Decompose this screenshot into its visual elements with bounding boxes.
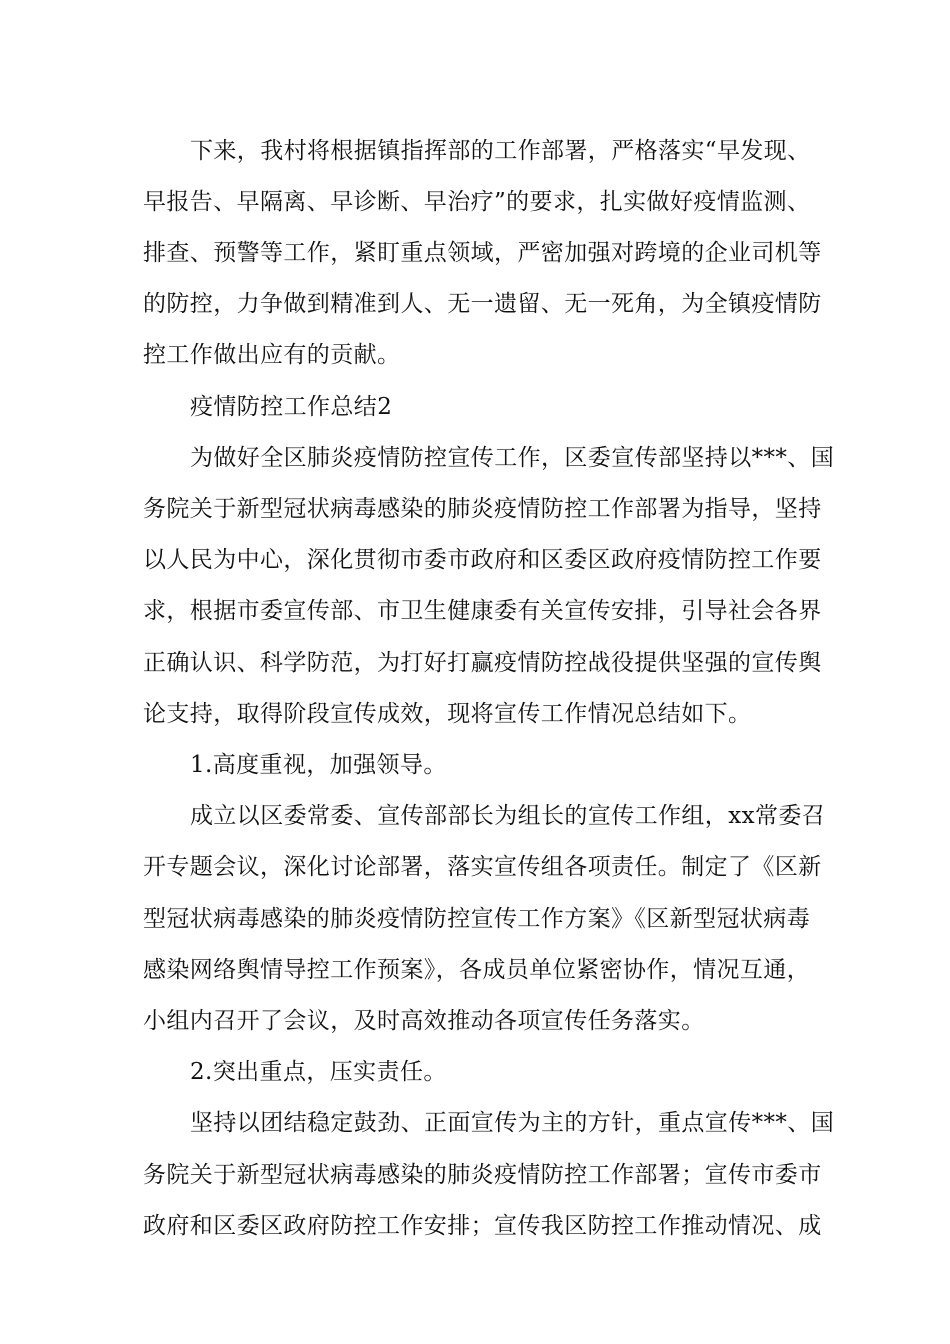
section-heading: 疫情防控工作总结2	[190, 394, 393, 420]
text-line: 政府和区委区政府防控工作安排；宣传我区防控工作推动情况、成	[143, 1213, 822, 1239]
text-line: 成立以区委常委、宣传部部长为组长的宣传工作组，xx常委召	[190, 803, 826, 829]
text-line: 控工作做出应有的贡献。	[143, 342, 401, 368]
text-line: 开专题会议，深化讨论部署，落实宣传组各项责任。制定了《区新	[143, 854, 822, 880]
text-line: 以人民为中心，深化贯彻市委市政府和区委区政府疫情防控工作要	[143, 547, 822, 573]
text-line: 坚持以团结稳定鼓劲、正面宣传为主的方针，重点宣传***、国	[190, 1110, 835, 1136]
text-line: 务院关于新型冠状病毒感染的肺炎疫情防控工作部署为指导，坚持	[143, 496, 822, 522]
numbered-heading: 2.突出重点，压实责任。	[190, 1059, 447, 1085]
text-line: 早报告、早隔离、早诊断、早治疗”的要求，扎实做好疫情监测、	[143, 189, 811, 215]
numbered-heading: 1.高度重视，加强领导。	[190, 752, 447, 778]
text-line: 感染网络舆情导控工作预案》，各成员单位紧密协作，情况互通，	[143, 957, 811, 983]
text-line: 务院关于新型冠状病毒感染的肺炎疫情防控工作部署；宣传市委市	[143, 1162, 822, 1188]
text-line: 求，根据市委宣传部、市卫生健康委有关宣传安排，引导社会各界	[143, 598, 822, 624]
text-line: 的防控，力争做到精准到人、无一遗留、无一死角，为全镇疫情防	[143, 291, 822, 317]
text-line: 小组内召开了会议，及时高效推动各项宣传任务落实。	[143, 1008, 705, 1034]
text-line: 排查、预警等工作，紧盯重点领域，严密加强对跨境的企业司机等	[143, 240, 822, 266]
text-line: 下来，我村将根据镇指挥部的工作部署，严格落实“早发现、	[190, 138, 811, 164]
text-line: 正确认识、科学防范，为打好打赢疫情防控战役提供坚强的宣传舆	[143, 650, 822, 676]
text-line: 型冠状病毒感染的肺炎疫情防控宣传工作方案》《区新型冠状病毒	[143, 906, 811, 932]
text-line: 为做好全区肺炎疫情防控宣传工作，区委宣传部坚持以***、国	[190, 445, 835, 471]
text-line: 论支持，取得阶段宣传成效，现将宣传工作情况总结如下。	[143, 701, 752, 727]
